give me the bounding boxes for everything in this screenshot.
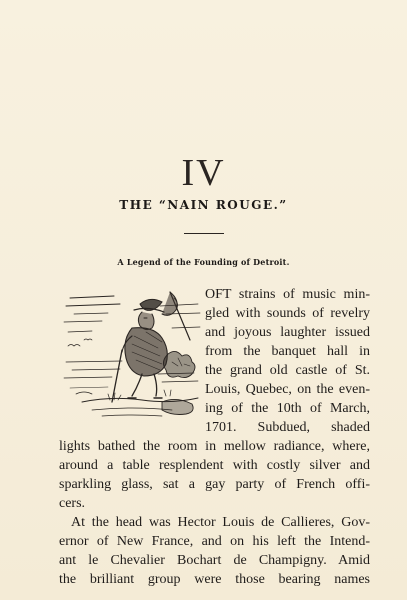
text-line: Louis, Quebec, on the even- — [205, 382, 370, 397]
text-line: At the head was Hector Louis de Callieres, Gov- — [71, 515, 370, 530]
title-rule — [184, 233, 224, 234]
chapter-title: THE “NAIN ROUGE.” — [119, 198, 288, 212]
chapter-numeral: IV — [181, 152, 226, 194]
text-line: sparkling glass, sat a gay party of French offi- — [59, 477, 370, 492]
body-text — [59, 437, 370, 589]
chapter-subtitle: A Legend of the Founding of Detroit. — [117, 257, 290, 267]
text-line: from the banquet hall in — [205, 344, 370, 359]
nain-rouge-engraving-icon — [62, 284, 202, 422]
text-line: around a table resplendent with costly silver and — [59, 458, 370, 473]
text-line: gled with sounds of revelry — [205, 306, 370, 321]
text-line: lights bathed the room in mellow radiance, where, — [59, 439, 370, 454]
paragraph-1-wrapped — [205, 285, 370, 437]
text-line: the brilliant group were those bearing names — [59, 572, 370, 587]
text-line: and joyous laughter issued — [205, 325, 370, 340]
text-line: the grand old castle of St. — [205, 363, 370, 378]
text-line: ernor of New France, and on his left the Intend- — [59, 534, 370, 549]
text-line: 1701. Subdued, shaded — [205, 420, 370, 435]
text-line: OFT strains of music min- — [205, 287, 370, 302]
text-line: cers. — [59, 496, 86, 511]
text-line: ant le Chevalier Bochart de Champigny. Amid — [59, 553, 370, 568]
text-line: ing of the 10th of March, — [205, 401, 370, 416]
